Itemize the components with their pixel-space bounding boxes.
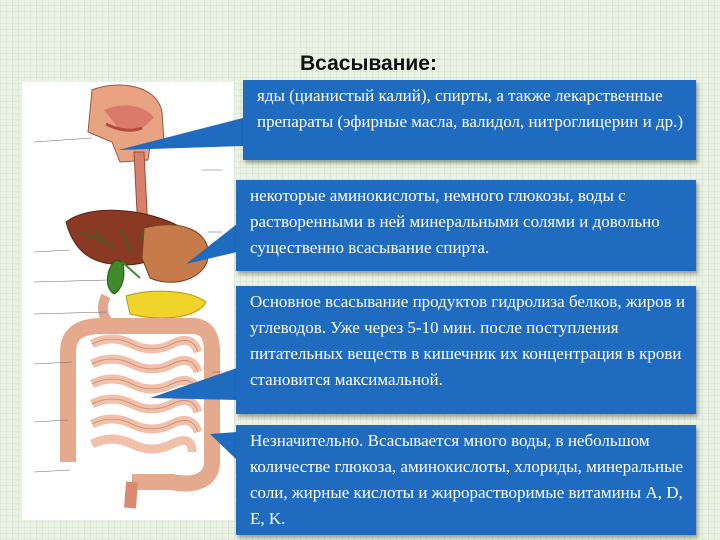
callout-pointer-small-intestine xyxy=(150,368,237,400)
absorption-callout-stomach xyxy=(236,180,696,271)
callout-text: яды (цианистый калий), спирты, а также лекарственные препараты (эфирные масла, валидол, нитроглицерин и др.) xyxy=(257,86,684,131)
callout-pointer-mouth xyxy=(118,118,243,150)
slide-title: Всасывание: xyxy=(300,52,437,75)
callout-pointer-stomach xyxy=(186,224,237,264)
callout-text: Незначительно. Всасывается много воды, в небольшом количестве глюкоза, аминокислоты, хлориды, минеральные соли, жирные кислоты и жирорастворимые витамины A, D, E, K. xyxy=(250,431,684,528)
absorption-callout-mouth xyxy=(243,80,696,160)
callout-pointer-large-intestine xyxy=(210,432,237,460)
callout-text: Основное всасывание продуктов гидролиза белков, жиров и углеводов. Уже через 5-10 мин. после поступления питательных веществ в кишечник их концентрация в крови становится максимальной. xyxy=(250,292,686,389)
callout-text: некоторые аминокислоты, немного глюкозы, воды с растворенными в ней минеральными солями и довольно существенно всасывание спирта. xyxy=(250,186,660,257)
absorption-callout-small-intestine xyxy=(236,286,696,414)
absorption-callout-large-intestine xyxy=(236,425,696,535)
